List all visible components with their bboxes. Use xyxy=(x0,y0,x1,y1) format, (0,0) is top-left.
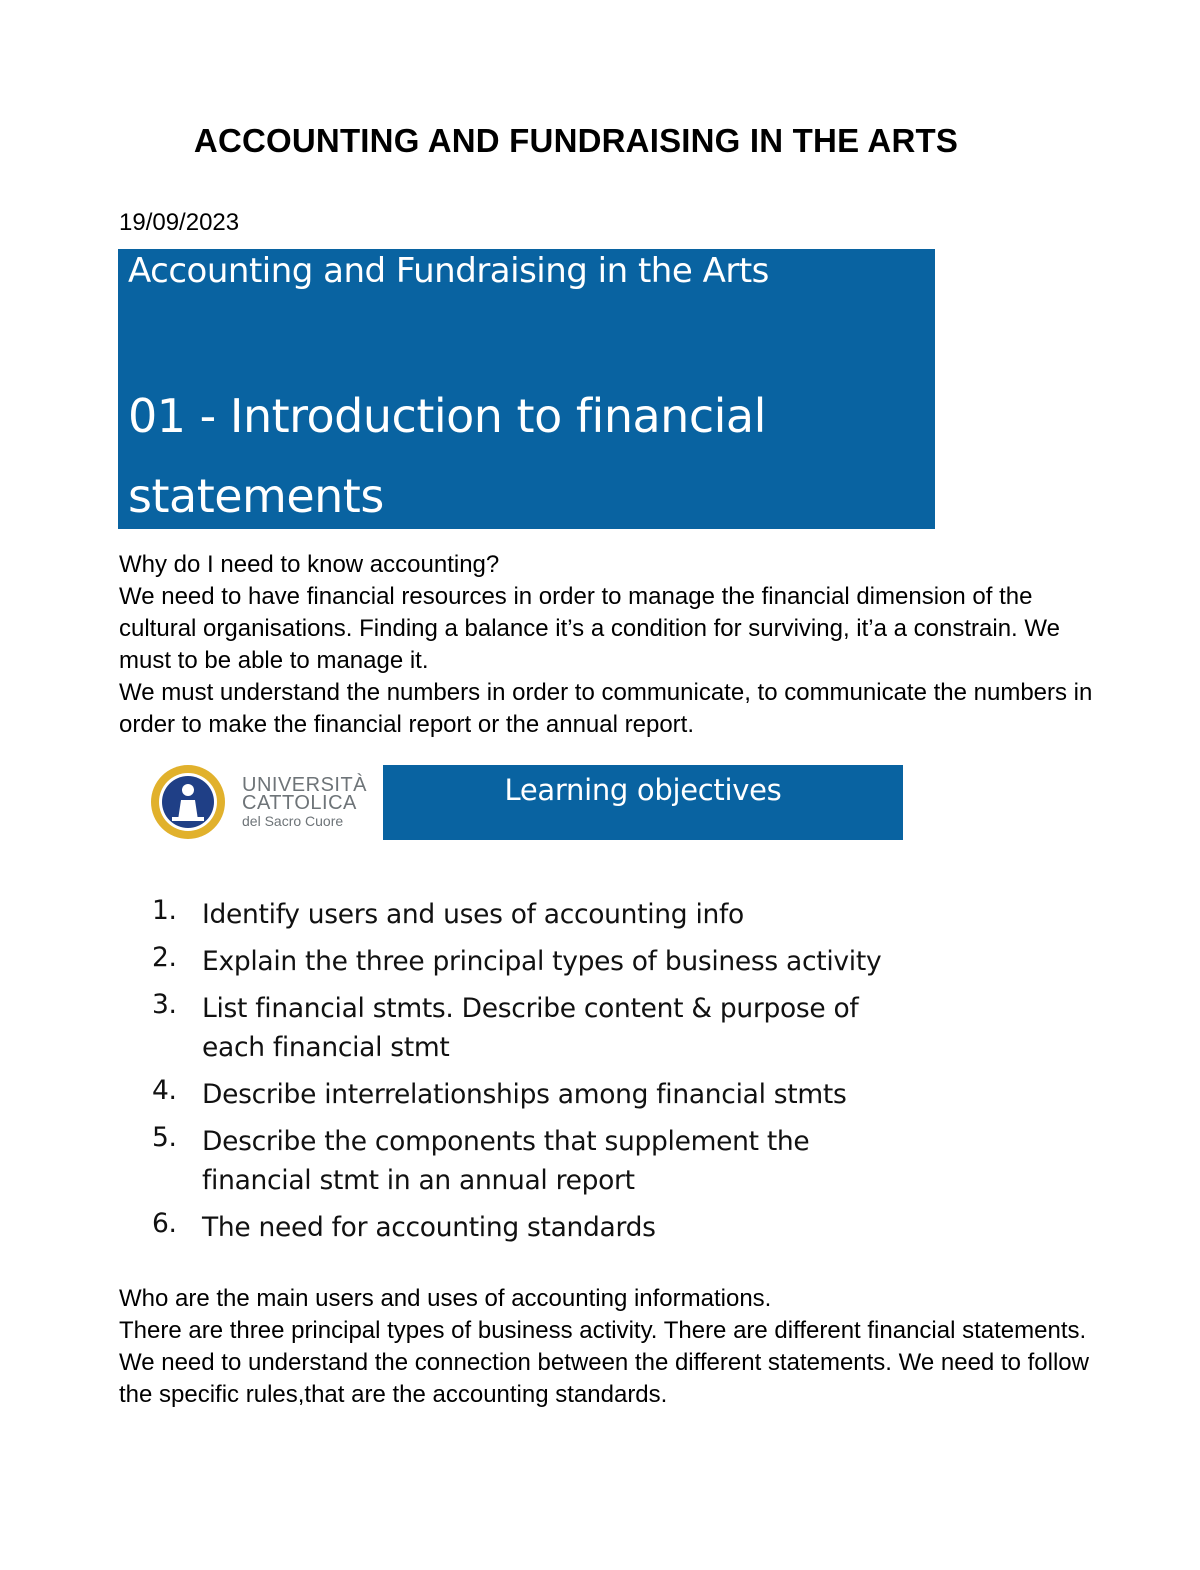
list-item-text: Explain the three principal types of business activity xyxy=(202,946,882,977)
list-item-text: List financial stmts. Describe content & purpose of each financial stmt xyxy=(202,993,859,1063)
logo-line-3: del Sacro Cuore xyxy=(242,813,344,829)
summary-paragraph xyxy=(119,1283,1099,1411)
slide-title-banner xyxy=(118,249,935,529)
slide-lecture-title: 01 - Introduction to financial statements xyxy=(128,389,766,523)
summary-text-2: There are three principal types of business activity. There are different financial statements. We need to understand the connection between the different statements. We need to follow the specific rules,that are the accounting standards. xyxy=(119,1317,1089,1408)
list-item xyxy=(152,1075,922,1114)
list-item-number: 6. xyxy=(152,1208,177,1239)
list-item xyxy=(152,942,922,981)
list-item xyxy=(152,1208,922,1247)
slide-objectives-banner xyxy=(383,765,903,840)
intro-question: Why do I need to know accounting? xyxy=(119,551,500,578)
logo-line-2: CATTOLICA xyxy=(242,792,357,814)
logo-line-1: UNIVERSITÀ xyxy=(242,774,368,796)
document-title: ACCOUNTING AND FUNDRAISING IN THE ARTS xyxy=(193,122,959,159)
list-item xyxy=(152,895,922,934)
intro-paragraph xyxy=(119,549,1099,741)
university-seal-icon xyxy=(148,762,232,842)
list-item-text: Identify users and uses of accounting info xyxy=(202,899,744,930)
list-item-number: 2. xyxy=(152,942,177,973)
list-item-text: Describe the components that supplement the financial stmt in an annual report xyxy=(202,1126,810,1196)
intro-text-2: We must understand the numbers in order to communicate, to communicate the numbers in order to make the financial report or the annual report. xyxy=(119,679,1093,738)
list-item-number: 3. xyxy=(152,989,177,1020)
summary-text-1: Who are the main users and uses of accounting informations. xyxy=(119,1285,772,1312)
list-item xyxy=(152,1122,922,1200)
list-item-text: The need for accounting standards xyxy=(202,1212,656,1243)
list-item-number: 4. xyxy=(152,1075,177,1106)
objectives-list xyxy=(152,895,922,1247)
objectives-heading: Learning objectives xyxy=(504,773,782,807)
list-item-number: 1. xyxy=(152,895,177,926)
list-item-number: 5. xyxy=(152,1122,177,1153)
university-logo xyxy=(148,762,368,842)
document-date: 19/09/2023 xyxy=(119,209,240,236)
intro-text-1: We need to have financial resources in order to manage the financial dimension of the cultural organisations. Finding a balance it’s a condition for surviving, it’a a constrain. We must to be able to manage it. xyxy=(119,583,1060,674)
slide-course-title: Accounting and Fundraising in the Arts xyxy=(128,251,769,291)
list-item-text: Describe interrelationships among financial stmts xyxy=(202,1079,847,1110)
list-item xyxy=(152,989,922,1067)
